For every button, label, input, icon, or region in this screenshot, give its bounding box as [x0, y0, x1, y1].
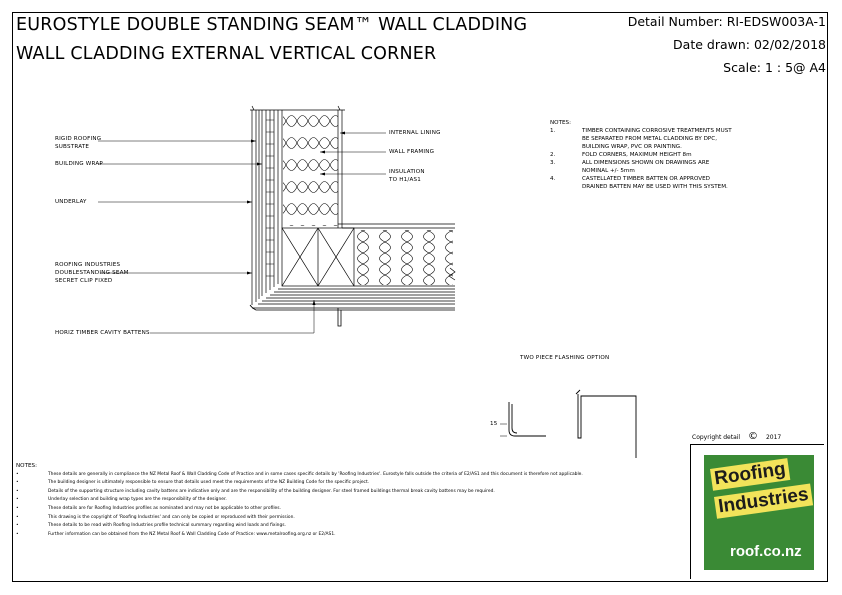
bottom-note-item: • These details are for Roofing Industries profiles as nominated and may not be applicable to other profiles. — [16, 505, 281, 511]
note-item: 2. FOLD CORNERS, MAXIMUM HEIGHT 8m — [550, 152, 692, 158]
label-wall-framing: WALL FRAMING — [389, 149, 435, 155]
label-ri-line1: ROOFING INDUSTRIES — [55, 262, 121, 268]
notes-heading: NOTES: — [550, 120, 571, 126]
seam-clip — [338, 308, 341, 326]
copyright-year: 2017 — [765, 434, 782, 441]
scale: Scale: 1 : 5@ A4 — [723, 60, 826, 75]
label-ri-line2: DOUBLESTANDING SEAM — [55, 270, 129, 276]
note-item: 4. CASTELLATED TIMBER BATTEN OR APPROVED DRAINED BATTEN MAY BE USED WITH THIS SYSTEM. — [550, 176, 728, 190]
label-underlay: UNDERLAY — [55, 199, 87, 205]
flashing-caption: TWO PIECE FLASHING OPTION — [520, 355, 610, 361]
label-cavity-battens: HORIZ TIMBER CAVITY BATTENS — [55, 330, 150, 336]
logo-url: roof.co.nz — [730, 543, 802, 560]
copyright — [692, 431, 781, 442]
bottom-note-item: • These details to be read with Roofing Industries profile technical summary regarding wind loads and fixings. — [16, 523, 286, 529]
bottom-notes — [16, 462, 681, 539]
bottom-note-item: • Underlay selection and building wrap types are the responsibility of the designer. — [16, 497, 227, 503]
label-insulation-spec: TO H1/AS1 — [389, 177, 421, 183]
copyright-symbol: © — [748, 431, 759, 442]
bottom-note-item: • This drawing is the copyright of 'Roofing Industries' and can only be copied or reproduced with their permission. — [16, 514, 295, 520]
roofing-industries-logo — [704, 455, 814, 570]
copyright-text: Copyright detail — [692, 434, 741, 441]
bottom-note-item: • These details are generally in compliance the NZ Metal Roof & Wall Cladding Code of Practice and in some cases specific details by 'Roofing Industries'. Eurostyle falls outside the criteria of E2/AS1 and this document is therefore not applicable. — [16, 471, 583, 477]
detail-number: Detail Number: RI-EDSW003A-1 — [627, 14, 826, 29]
label-internal-lining: INTERNAL LINING — [389, 130, 441, 136]
note-item: 3. ALL DIMENSIONS SHOWN ON DRAWINGS ARE NOMINAL +/- 5mm — [550, 160, 710, 174]
corner-stud — [282, 228, 354, 286]
flashing-option-drawing — [500, 390, 636, 458]
label-substrate: SUBSTRATE — [55, 144, 90, 150]
label-rigid-roofing: RIGID ROOFING — [55, 136, 102, 142]
logo-word-roofing: Roofing — [710, 458, 790, 491]
notes-block — [550, 119, 800, 191]
title-line2: WALL CLADDING EXTERNAL VERTICAL CORNER — [16, 44, 437, 64]
horizontal-insulation — [356, 230, 453, 285]
label-insulation: INSULATION — [389, 169, 425, 175]
vertical-insulation — [283, 112, 338, 226]
bottom-note-item: • The building designer is ultimately responsible to ensure that details used meet the requirements of the NZ Building Code for the specific project. — [16, 480, 370, 486]
note-item: 1. TIMBER CONTAINING CORROSIVE TREATMENTS MUST BE SEPARATED FROM METAL CLADDING BY DPC, BUILDING WRAP, PVC OR PAINTING. — [550, 128, 732, 150]
bottom-notes-heading: NOTES: — [16, 463, 37, 469]
label-building-wrap: BUILDING WRAP — [55, 161, 103, 167]
title-line1: EUROSTYLE DOUBLE STANDING SEAM™ WALL CLADDING — [16, 15, 528, 35]
label-ri-line3: SECRET CLIP FIXED — [55, 278, 113, 284]
bottom-note-item: • Details of the supporting structure including cavity battens are indicative only and are the responsibility of the building designer. For steel framed buildings thermal break cavity battens may be required. — [16, 488, 495, 494]
date-drawn: Date drawn: 02/02/2018 — [673, 37, 826, 52]
logo-word-industries: Industries — [714, 484, 813, 519]
flashing-dimension: 15 — [490, 421, 498, 427]
bottom-note-item: • Further information can be obtained from the NZ Metal Roof & Wall Cladding Code of Practice: www.metalroofing.org.nz or E2/AS1. — [16, 531, 336, 537]
